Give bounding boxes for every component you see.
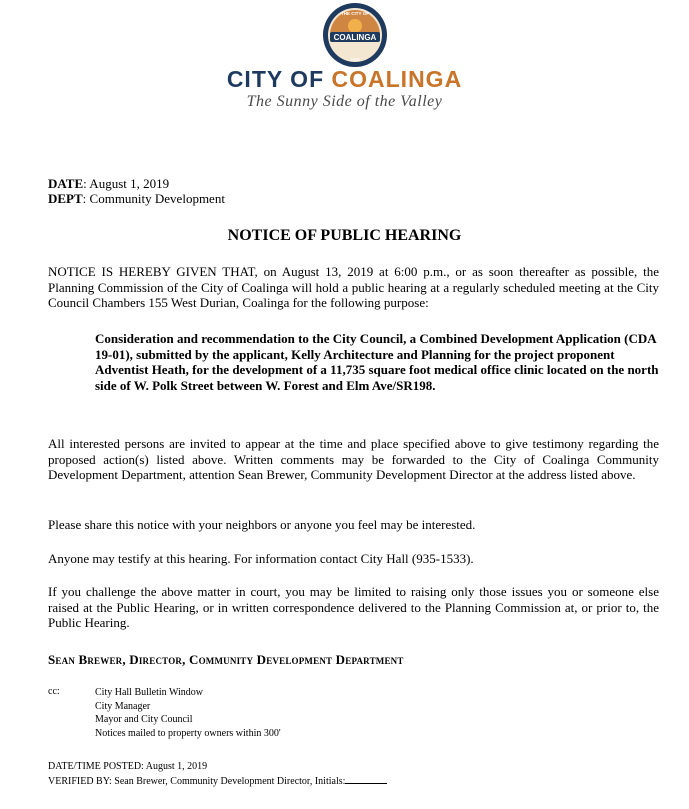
notice-intro-paragraph: NOTICE IS HEREBY GIVEN THAT, on August 13, 2019 at 6:00 p.m., or as soon thereafter as possible, the Planning Commission of the City of Coalinga will hold a public hearing at a regularly scheduled meeting at the City Council Chambers 155 West Durian, Coalinga for the following purpose: [48, 264, 659, 311]
seal-ring-text: THE CITY OF [341, 11, 369, 16]
dept-label: DEPT [48, 191, 83, 206]
notice-title: NOTICE OF PUBLIC HEARING [227, 227, 462, 244]
court-challenge-paragraph: If you challenge the above matter in court, you may be limited to raising only those issues you or someone else raised at the Public Hearing, or in written correspondence delivered to the Planning Commission at, or prior to, the Public Hearing. [48, 584, 659, 631]
cc-recipient: Notices mailed to property owners within 300' [95, 727, 281, 739]
memo-date-line [48, 176, 169, 191]
city-name-heading [0, 66, 689, 92]
verified-by-line [48, 773, 387, 788]
cc-recipient-list [95, 686, 281, 740]
cc-label: cc: [48, 686, 60, 697]
hearing-purpose-paragraph: Consideration and recommendation to the City Council, a Combined Development Application (CDA 19-01), submitted by the applicant, Kelly Architecture and Planning for the project proponent Adventist Heath, for the development of a 11,735 square foot medical office clinic located on the north side of W. Polk Street between W. Forest and Elm Ave/SR198. [95, 331, 659, 393]
share-notice-paragraph: Please share this notice with your neighbors or anyone you feel may be interested. [48, 517, 476, 532]
dept-value: : Community Development [82, 191, 225, 206]
cc-recipient: Mayor and City Council [95, 714, 193, 725]
seal-name-text: COALINGA [333, 33, 377, 42]
initials-blank [345, 773, 387, 784]
contact-paragraph: Anyone may testify at this hearing. For information contact City Hall (935-1533). [48, 551, 474, 566]
date-label: DATE [48, 176, 84, 191]
memo-dept-line [48, 191, 225, 206]
testimony-paragraph: All interested persons are invited to appear at the time and place specified above to give testimony regarding the proposed action(s) listed above. Written comments may be forwarded to the City of Coalinga Community Development Department, attention Sean Brewer, Community Development Director at the address listed above. [48, 436, 659, 483]
cc-recipient: City Manager [95, 700, 151, 712]
city-tagline: The Sunny Side of the Valley [246, 93, 443, 110]
date-value: : August 1, 2019 [83, 176, 170, 191]
verified-by-text: VERIFIED BY: Sean Brewer, Community Development Director, Initials: [48, 776, 346, 787]
seal-year-text: 1906 [349, 57, 361, 62]
date-posted-line: DATE/TIME POSTED: August 1, 2019 [48, 761, 208, 772]
cc-recipient: City Hall Bulletin Window [95, 687, 204, 698]
city-seal-logo [322, 2, 388, 68]
city-name-part2: COALINGA [331, 66, 463, 92]
city-name-part1: CITY OF [226, 66, 332, 92]
signature-line: Sean Brewer, Director, Community Development Department [48, 652, 404, 667]
